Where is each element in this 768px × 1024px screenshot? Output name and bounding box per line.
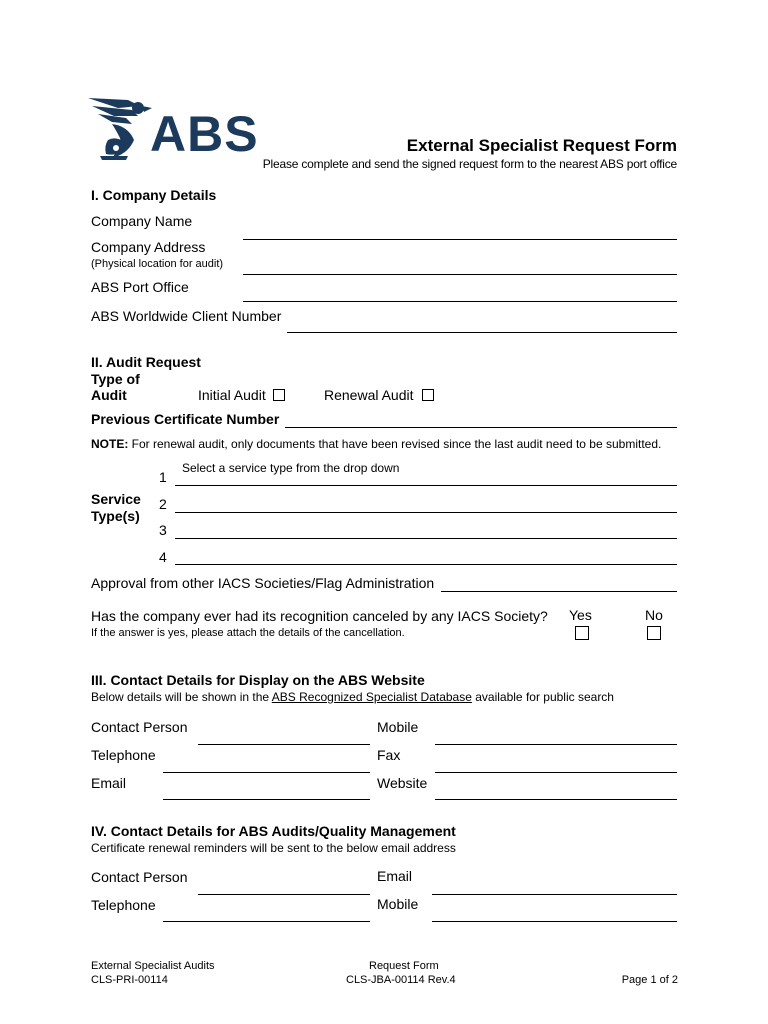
qm-mobile-label: Mobile <box>377 896 419 912</box>
company-address-field[interactable] <box>243 274 677 275</box>
section-website-heading: III. Contact Details for Display on the ABS Website <box>91 672 425 688</box>
web-telephone-label: Telephone <box>91 747 156 763</box>
web-mobile-field[interactable] <box>435 744 677 745</box>
company-address-label: Company Address <box>91 239 206 255</box>
company-name-label: Company Name <box>91 213 193 229</box>
logo-text: ABS <box>150 106 259 162</box>
renewal-note: NOTE: For renewal audit, only documents that have been revised since the last audit need to be submitted. <box>91 437 662 451</box>
footer-left-1: External Specialist Audits <box>91 960 215 972</box>
audit-type-label-2: Audit <box>91 387 127 403</box>
prev-cert-field[interactable] <box>285 427 677 428</box>
abs-logo <box>88 96 263 164</box>
form-subtitle: Please complete and send the signed request form to the nearest ABS port office <box>262 157 677 171</box>
prev-cert-label: Previous Certificate Number <box>91 411 280 427</box>
service-number-1: 1 <box>159 469 167 485</box>
section-audit-heading: II. Audit Request <box>91 354 201 370</box>
initial-audit-label: Initial Audit <box>198 387 266 403</box>
footer-center-1: Request Form <box>369 960 439 972</box>
qm-contact-person-field[interactable] <box>198 894 370 895</box>
canceled-no-checkbox[interactable] <box>647 626 661 640</box>
web-telephone-field[interactable] <box>163 772 370 773</box>
approval-field[interactable] <box>441 591 677 592</box>
web-mobile-label: Mobile <box>377 719 419 735</box>
web-website-field[interactable] <box>435 799 677 800</box>
service-number-2: 2 <box>159 496 167 512</box>
client-number-label: ABS Worldwide Client Number <box>91 308 282 324</box>
web-fax-field[interactable] <box>435 772 677 773</box>
service-type-1-select[interactable]: Select a service type from the drop down <box>182 461 400 475</box>
qm-contact-person-label: Contact Person <box>91 869 188 885</box>
service-type-3-field[interactable] <box>175 538 677 539</box>
audit-type-label: Type of <box>91 371 140 387</box>
section-audit-contact-heading: IV. Contact Details for ABS Audits/Quality Management <box>91 823 456 839</box>
qm-telephone-field[interactable] <box>163 921 370 922</box>
footer-left-2: CLS-PRI-00114 <box>91 974 168 986</box>
company-name-field[interactable] <box>243 239 677 240</box>
eagle-icon <box>88 96 156 164</box>
initial-audit-checkbox[interactable] <box>273 389 285 401</box>
port-office-field[interactable] <box>243 301 677 302</box>
web-fax-label: Fax <box>377 747 401 763</box>
database-link[interactable]: ABS Recognized Specialist Database <box>271 690 472 704</box>
approval-label: Approval from other IACS Societies/Flag Administration <box>91 575 435 591</box>
web-email-field[interactable] <box>163 799 370 800</box>
service-type-2-field[interactable] <box>175 512 677 513</box>
client-number-field[interactable] <box>287 332 677 333</box>
qm-email-field[interactable] <box>432 894 677 895</box>
canceled-question: Has the company ever had its recognition canceled by any IACS Society? <box>91 608 548 624</box>
page-number: Page 1 of 2 <box>621 974 678 986</box>
canceled-note: If the answer is yes, please attach the details of the cancellation. <box>91 627 405 639</box>
qm-email-label: Email <box>377 868 413 884</box>
canceled-yes-checkbox[interactable] <box>575 626 589 640</box>
web-email-label: Email <box>91 775 127 791</box>
section-company-heading: I. Company Details <box>91 187 217 203</box>
renewal-audit-label: Renewal Audit <box>324 387 414 403</box>
service-number-3: 3 <box>159 522 167 538</box>
service-number-4: 4 <box>159 549 167 565</box>
form-title: External Specialist Request Form <box>406 136 677 155</box>
yes-label: Yes <box>569 607 592 623</box>
service-types-label: Service <box>91 491 141 507</box>
web-contact-person-label: Contact Person <box>91 719 188 735</box>
service-types-label-2: Type(s) <box>91 508 140 524</box>
service-type-1-line <box>175 485 677 486</box>
web-website-label: Website <box>377 775 428 791</box>
company-address-note: (Physical location for audit) <box>91 258 224 270</box>
website-desc: Below details will be shown in the ABS Recognized Specialist Database available for public search <box>91 690 614 704</box>
web-contact-person-field[interactable] <box>198 744 370 745</box>
service-type-4-field[interactable] <box>175 564 677 565</box>
no-label: No <box>645 607 663 623</box>
renewal-audit-checkbox[interactable] <box>422 389 434 401</box>
qm-mobile-field[interactable] <box>432 921 677 922</box>
port-office-label: ABS Port Office <box>91 279 189 295</box>
audit-contact-desc: Certificate renewal reminders will be sent to the below email address <box>91 841 456 855</box>
footer-center-2: CLS-JBA-00114 Rev.4 <box>346 974 456 986</box>
qm-telephone-label: Telephone <box>91 897 156 913</box>
